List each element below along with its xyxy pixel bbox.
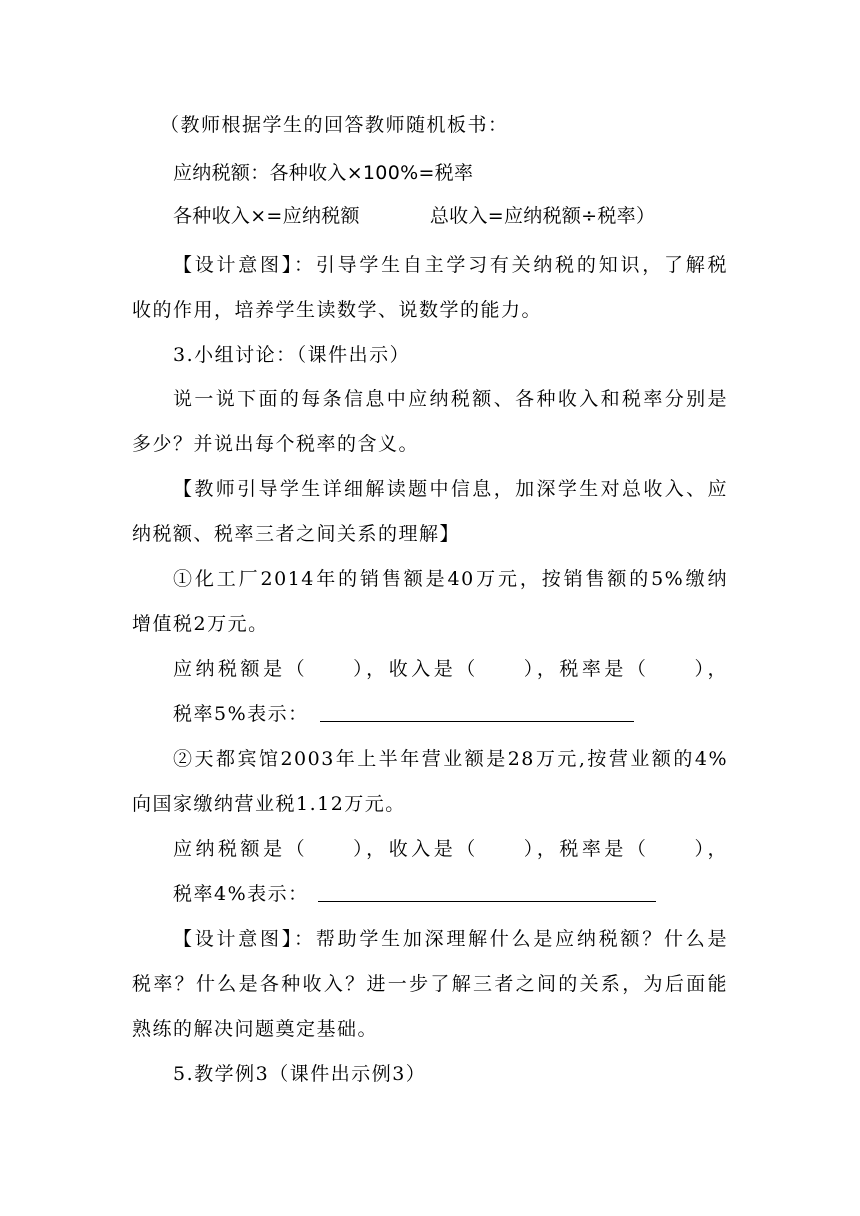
teacher-guide-line-2: 纳税额、税率三者之间关系的理解】 (132, 523, 461, 545)
text-line-1: （教师根据学生的回答教师随机板书： (160, 114, 509, 136)
design-intent-2-line-1: 【设计意图】：帮助学生加深理解什么是应纳税额？什么是 (173, 928, 728, 950)
example-1-blanks: 应纳税额是（ ），收入是（ ），税率是（ ）， (173, 658, 728, 680)
example-2-answer-line (318, 901, 656, 902)
discussion-line-2: 多少？并说出每个税率的含义。 (132, 433, 420, 455)
example-2-line-1: ②天都宾馆2003年上半年营业额是28万元,按营业额的4% (173, 748, 728, 770)
example-2-line-2: 向国家缴纳营业税1.12万元。 (132, 793, 406, 815)
design-intent-2-line-3: 熟练的解决问题奠定基础。 (132, 1018, 379, 1040)
example-2-blanks: 应纳税额是（ ），收入是（ ），税率是（ ）， (173, 838, 728, 860)
formula-income: 各种收入×=应纳税额 (173, 205, 360, 227)
section-heading-3: 3.小组讨论：（课件出示） (173, 344, 411, 366)
formula-line-1: 应纳税额：各种收入×100%=税率 (173, 162, 474, 184)
example-1-line-2: 增值税2万元。 (132, 613, 269, 635)
formula-line-2 (173, 203, 655, 229)
teacher-guide-line-1: 【教师引导学生详细解读题中信息，加深学生对总收入、应 (173, 478, 728, 500)
design-intent-2-line-2: 税率？什么是各种收入？进一步了解三者之间的关系，为后面能 (132, 973, 728, 995)
section-heading-5: 5.教学例3（课件出示例3） (173, 1063, 427, 1085)
example-1-answer-line (320, 721, 634, 722)
example-1-rate-meaning: 税率5%表示： (173, 703, 309, 725)
example-2-rate-meaning: 税率4%表示： (173, 883, 309, 905)
example-1-line-1: ①化工厂2014年的销售额是40万元，按销售额的5%缴纳 (173, 568, 728, 590)
design-intent-1-line-1: 【设计意图】：引导学生自主学习有关纳税的知识，了解税 (173, 254, 728, 276)
discussion-line-1: 说一说下面的每条信息中应纳税额、各种收入和税率分别是 (173, 388, 728, 410)
design-intent-1-line-2: 收的作用，培养学生读数学、说数学的能力。 (132, 299, 543, 321)
formula-total-income: 总收入=应纳税额÷税率） (429, 205, 656, 227)
